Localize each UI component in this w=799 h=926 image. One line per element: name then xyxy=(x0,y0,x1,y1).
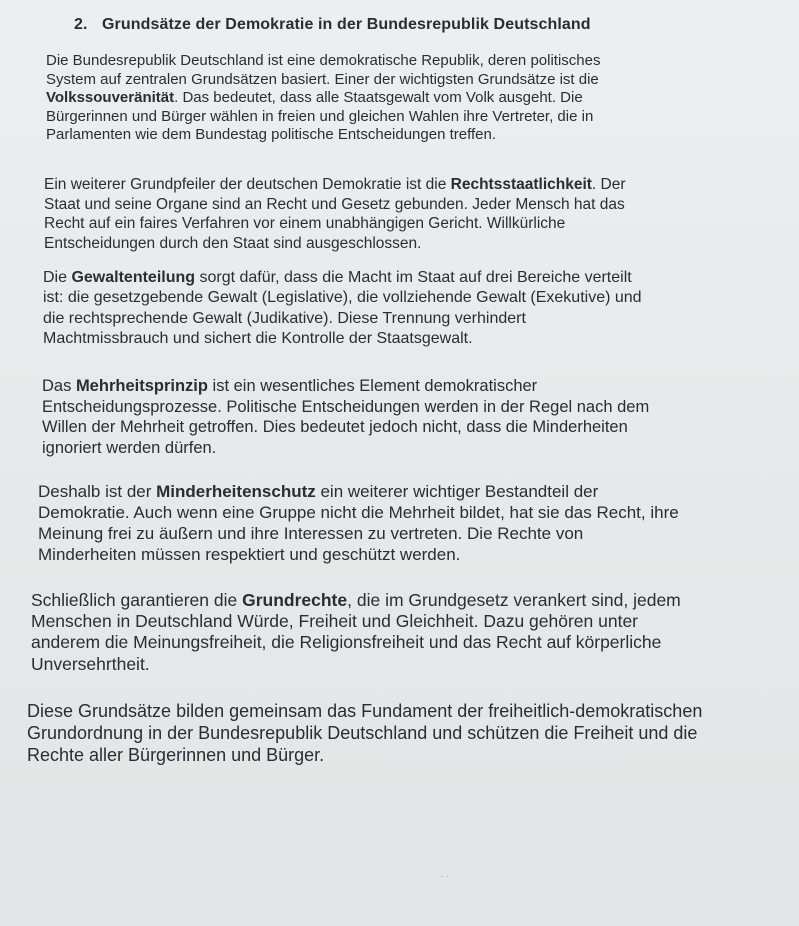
bold-term: Gewaltenteilung xyxy=(71,269,196,286)
text-run: Unversehrtheit. xyxy=(31,653,150,674)
text-run: Deshalb ist der xyxy=(38,482,157,501)
text-line xyxy=(46,52,600,71)
paragraph-rechtsstaatlichkeit xyxy=(44,175,626,253)
text-run: System auf zentralen Grundsätzen basiert. Einer der wichtigsten Grundsätze ist die xyxy=(46,70,599,88)
text-line xyxy=(31,611,681,632)
text-run: Diese Grundsätze bilden gemeinsam das Fundament der freiheitlich-demokratischen xyxy=(27,701,703,721)
text-run: . Das bedeutet, dass alle Staatsgewalt vom Volk ausgeht. Die xyxy=(174,89,583,107)
text-line xyxy=(44,175,626,195)
text-line xyxy=(42,397,649,418)
text-line xyxy=(42,438,649,459)
text-line xyxy=(38,502,679,523)
text-run: , die im Grundgesetz verankert sind, jedem xyxy=(347,590,681,610)
text-line xyxy=(46,126,600,145)
text-line xyxy=(43,288,642,308)
text-run: ignoriert werden dürfen. xyxy=(42,439,217,458)
text-run: ist: die gesetzgebende Gewalt (Legislative), die vollziehende Gewalt (Exekutive) und xyxy=(43,289,642,307)
text-run: Das xyxy=(42,377,76,395)
text-run: . Der xyxy=(591,176,626,193)
paragraph-minderheitenschutz xyxy=(38,481,679,565)
text-run: Entscheidungsprozesse. Politische Entscheidungen werden in der Regel nach dem xyxy=(42,397,650,416)
text-line xyxy=(44,214,626,234)
text-run: ist ein wesentliches Element demokratischer xyxy=(207,377,538,395)
text-run: Bürgerinnen und Bürger wählen in freien und gleichen Wahlen ihre Vertreter, die in xyxy=(46,107,594,125)
text-line xyxy=(46,108,600,127)
text-run: Menschen in Deutschland Würde, Freiheit und Gleichheit. Dazu gehören unter xyxy=(31,611,639,632)
text-run: Rechte aller Bürgerinnen und Bürger. xyxy=(27,744,325,765)
text-run: Minderheiten müssen respektiert und geschützt werden. xyxy=(38,545,461,564)
text-line xyxy=(43,329,642,349)
paragraph-conclusion xyxy=(27,701,702,766)
bold-term: Minderheitenschutz xyxy=(156,482,316,501)
text-line xyxy=(27,745,702,767)
text-line xyxy=(31,590,681,611)
paragraph-mehrheitsprinzip xyxy=(42,376,649,459)
text-run: Ein weiterer Grundpfeiler der deutschen Demokratie ist die xyxy=(44,176,451,193)
bold-term: Grundrechte xyxy=(242,590,348,610)
text-run: Demokratie. Auch wenn eine Gruppe nicht die Mehrheit bildet, hat sie das Recht, ihre xyxy=(38,503,679,522)
text-line xyxy=(31,654,681,675)
text-run: sorgt dafür, dass die Macht im Staat auf drei Bereiche verteilt xyxy=(195,269,632,286)
text-line xyxy=(46,71,600,90)
text-run: Recht auf ein faires Verfahren vor einem unabhängigen Gericht. Willkürliche xyxy=(44,215,566,233)
text-run: Machtmissbrauch und sichert die Kontrolle der Staatsgewalt. xyxy=(43,329,473,347)
paragraph-volkssouveraenitaet xyxy=(46,52,600,145)
text-line xyxy=(38,544,679,565)
text-run: Die Bundesrepublik Deutschland ist eine demokratische Republik, deren politisches xyxy=(46,52,601,69)
text-line xyxy=(44,195,626,215)
text-line xyxy=(42,417,649,438)
text-line xyxy=(44,234,626,254)
text-line xyxy=(31,632,681,653)
text-line xyxy=(27,701,702,723)
text-line xyxy=(38,523,679,544)
text-run: Schließlich garantieren die xyxy=(31,590,243,610)
section-title: Grundsätze der Demokratie in der Bundesrepublik Deutschland xyxy=(102,16,591,33)
text-line xyxy=(43,268,642,288)
text-line xyxy=(46,89,600,108)
text-run: Grundordnung in der Bundesrepublik Deutschland und schützen die Freiheit und die xyxy=(27,722,698,743)
text-run: Staat und seine Organe sind an Recht und Gesetz gebunden. Jeder Mensch hat das xyxy=(44,195,625,213)
bold-term: Rechtsstaatlichkeit xyxy=(450,176,592,193)
text-line xyxy=(43,309,642,329)
section-number: 2. xyxy=(74,16,88,33)
text-run: anderem die Meinungsfreiheit, die Religionsfreiheit und das Recht auf körperliche xyxy=(31,632,662,653)
paragraph-gewaltenteilung xyxy=(43,268,642,349)
text-run: die rechtsprechende Gewalt (Judikative). Diese Trennung verhindert xyxy=(43,309,526,327)
text-line xyxy=(38,481,679,502)
text-run: Parlamenten wie dem Bundestag politische Entscheidungen treffen. xyxy=(46,126,497,144)
paragraph-grundrechte xyxy=(31,590,681,675)
paper-smudge: ˙ ˙ xyxy=(441,875,450,885)
text-run: ein weiterer wichtiger Bestandteil der xyxy=(315,482,599,501)
text-line xyxy=(27,723,702,745)
bold-term: Mehrheitsprinzip xyxy=(75,377,208,395)
text-run: Meinung frei zu äußern und ihre Interessen zu vertreten. Die Rechte von xyxy=(38,524,584,543)
text-run: Entscheidungen durch den Staat sind ausgeschlossen. xyxy=(44,234,422,252)
text-run: Die xyxy=(43,269,72,286)
text-run: Willen der Mehrheit getroffen. Dies bedeutet jedoch nicht, dass die Minderheiten xyxy=(42,418,628,437)
section-heading xyxy=(74,16,774,34)
text-line xyxy=(42,376,649,397)
bold-term: Volkssouveränität xyxy=(46,89,175,107)
